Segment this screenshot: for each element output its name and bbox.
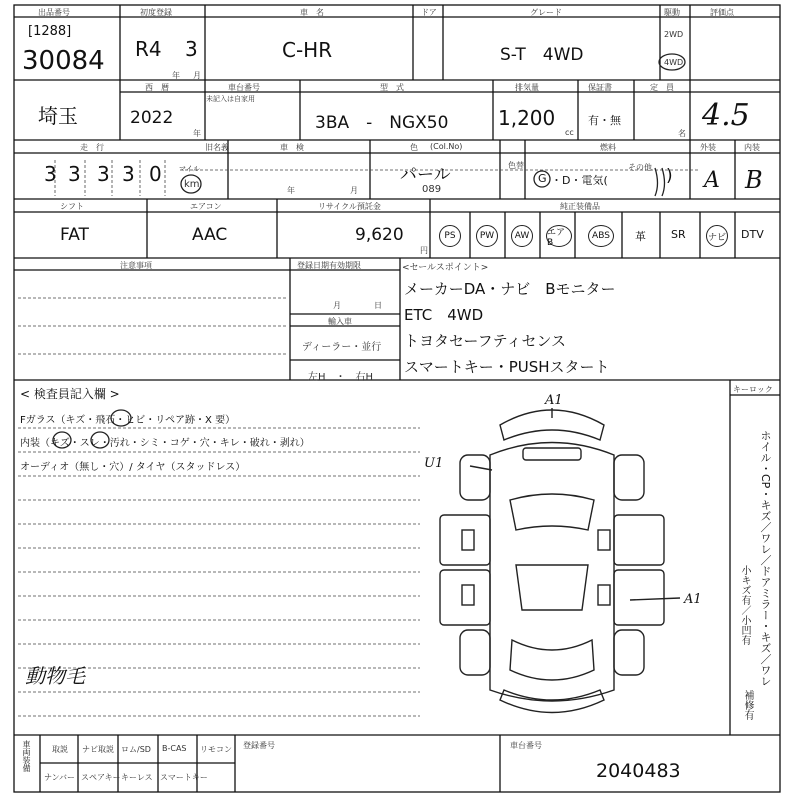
ac: AAC (192, 225, 228, 245)
reg-label: 初度登録 (140, 8, 172, 17)
model-label: 型 式 (380, 83, 404, 92)
reg-month: 3 (185, 37, 198, 61)
expiry-day: 日 (374, 301, 382, 310)
sales-point-4: スマートキー・PUSHスタート (404, 358, 610, 376)
chassis-number: 2040483 (596, 760, 681, 782)
reg-year: R4 (135, 37, 162, 61)
doc-note: 未記入は自家用 (206, 95, 255, 103)
diagram-note-left: U1 (424, 456, 444, 471)
interior-grade: B (745, 166, 763, 194)
equip-pw: PW (476, 225, 498, 247)
notes-label: 注意事項 (120, 261, 152, 270)
prefecture: 埼玉 (38, 104, 78, 128)
sales-label: <セールスポイント> (402, 263, 489, 273)
lot-number: 30084 (22, 46, 105, 76)
footer-item-remote: リモコン (200, 745, 232, 754)
mileage-digit-4: 3 (122, 162, 135, 186)
western-year: 2022 (130, 108, 174, 128)
footer-item-navi-manual: ナビ取説 (82, 745, 114, 754)
equip-dtv: DTV (741, 228, 764, 241)
equip-navi: ナビ (706, 225, 728, 247)
footer-item-manual: 取説 (52, 745, 68, 754)
sales-point-2: ETC 4WD (404, 306, 484, 324)
dealer: ディーラー・並行 (302, 342, 382, 353)
ac-label: エアコン (190, 202, 222, 211)
grade: S-T 4WD (500, 45, 584, 65)
inspector-line-1: Fガラス（キズ・飛石・ヒビ・リペア跡・X 要） (20, 415, 236, 426)
keylock-label: キーロック (733, 385, 773, 394)
vertical-text: ホイル・CP・キズ／ワレ／ドアミラー・キズ／ワレ (759, 430, 772, 687)
equip-airbag: エアB (546, 225, 572, 247)
displacement: 1,200 (498, 106, 556, 130)
sales-point-1: メーカーDA・ナビ Bモニター (404, 280, 616, 298)
plate-label: 登録番号 (243, 741, 275, 750)
chassis-label: 車台番号 (510, 741, 542, 750)
exterior-label: 外装 (700, 143, 716, 152)
recycle-label: リサイクル預託金 (318, 202, 381, 211)
mileage-digit-3: 3 (97, 162, 110, 186)
yen-unit: 円 (420, 246, 428, 255)
color-label: 色 (410, 143, 418, 152)
mile-word: マイル (179, 165, 200, 173)
diagram-note-roof: A1 (545, 393, 563, 408)
color-change-label: 色替 (508, 161, 524, 170)
warranty: 有・無 (588, 114, 621, 127)
vertical-sub: 小キズ有／小凹有 (739, 565, 750, 645)
insp-month-unit: 月 (350, 186, 358, 195)
score: 4.5 (702, 98, 750, 133)
model: 3BA - NGX50 (315, 113, 449, 133)
mileage-digit-1: 3 (44, 162, 57, 186)
footer-item-spare-key: スペアキー (81, 773, 121, 782)
footer-item-bcas: B-CAS (162, 744, 187, 753)
drive-4wd: 4WD (664, 58, 684, 67)
interior-label: 内装 (744, 143, 760, 152)
footer-item-smart-key: スマートキー (160, 773, 208, 782)
drive-label: 駆動 (664, 8, 680, 17)
warranty-label: 保証書 (588, 83, 612, 92)
car-name-label: 車 名 (300, 8, 324, 17)
disp-label: 排気量 (515, 83, 539, 92)
inspector-line-2: 内装（キズ・スレ・汚れ・シミ・コゲ・穴・キレ・破れ・剥れ） (20, 438, 310, 449)
fuel-other: その他 (628, 163, 652, 172)
doc-label: 車台番号 (228, 83, 260, 92)
drive-2wd: 2WD (664, 30, 684, 39)
expiry-month: 月 (333, 301, 341, 310)
footer-item-keyless: キーレス (121, 773, 153, 782)
door-label: ドア (421, 8, 437, 17)
capacity-label: 定 員 (650, 83, 674, 92)
footer-section-label: 車両装備 (22, 740, 31, 772)
footer-item-plate: ナンバー (44, 773, 76, 782)
footer-item-rom: ロム/SD (121, 745, 151, 754)
shift-label: シフト (60, 202, 84, 211)
diagram-note-right: A1 (684, 592, 702, 607)
car-name: C-HR (282, 38, 333, 62)
western-label: 西 暦 (145, 83, 169, 92)
import-label: 輸入車 (328, 317, 352, 326)
insp-year-unit: 年 (287, 186, 295, 195)
inspection-label: 車 検 (280, 143, 304, 152)
year-unit: 年 (172, 71, 180, 80)
inspector-line-3: オーディオ（無し・穴）/ タイヤ（スタッドレス） (20, 462, 246, 473)
mileage-digit-5: 0 (149, 162, 162, 186)
km-unit: km (184, 179, 200, 190)
grade-label: グレード (530, 8, 562, 17)
vertical-sub2: 補修有 (742, 690, 753, 720)
capacity-unit: 名 (678, 129, 686, 138)
equip-abs: ABS (588, 225, 614, 247)
score-label: 評価点 (710, 8, 734, 17)
fuel-options: ・D・電気( (551, 174, 608, 187)
handwritten-note: 動物毛 (25, 664, 85, 688)
fuel-close: ) (666, 166, 673, 186)
lot-label: 出品番号 (38, 8, 70, 17)
cc-unit: cc (565, 128, 574, 137)
equip-ps: PS (439, 225, 461, 247)
inspector-title: < 検査員記入欄 > (20, 387, 120, 401)
exterior-grade: A (704, 168, 720, 193)
color-no: 089 (422, 184, 442, 195)
equip-sr: SR (671, 228, 686, 241)
month-unit: 月 (193, 71, 201, 80)
sales-point-3: トヨタセーフティセンス (404, 332, 567, 350)
mileage-label: 走 行 (80, 143, 104, 152)
color-no-label: (Col.No) (430, 142, 463, 151)
fuel-g: G (538, 172, 547, 185)
lot-sub: [1288] (28, 24, 72, 39)
reg-no-label: 旧名義 (205, 143, 229, 152)
equip-leather: 革 (635, 230, 646, 243)
color: パール (400, 165, 451, 185)
car-diagram (440, 408, 680, 713)
recycle: 9,620 (355, 225, 404, 245)
equip-label: 純正装備品 (560, 202, 600, 211)
handle: 左H ・ 右H (308, 372, 374, 383)
mileage-digit-2: 3 (68, 162, 81, 186)
year-unit-2: 年 (193, 129, 201, 138)
fuel-label: 燃料 (600, 143, 616, 152)
equip-aw: AW (511, 225, 533, 247)
shift: FAT (60, 225, 89, 245)
expiry-label: 登録日期有効期限 (297, 261, 361, 270)
